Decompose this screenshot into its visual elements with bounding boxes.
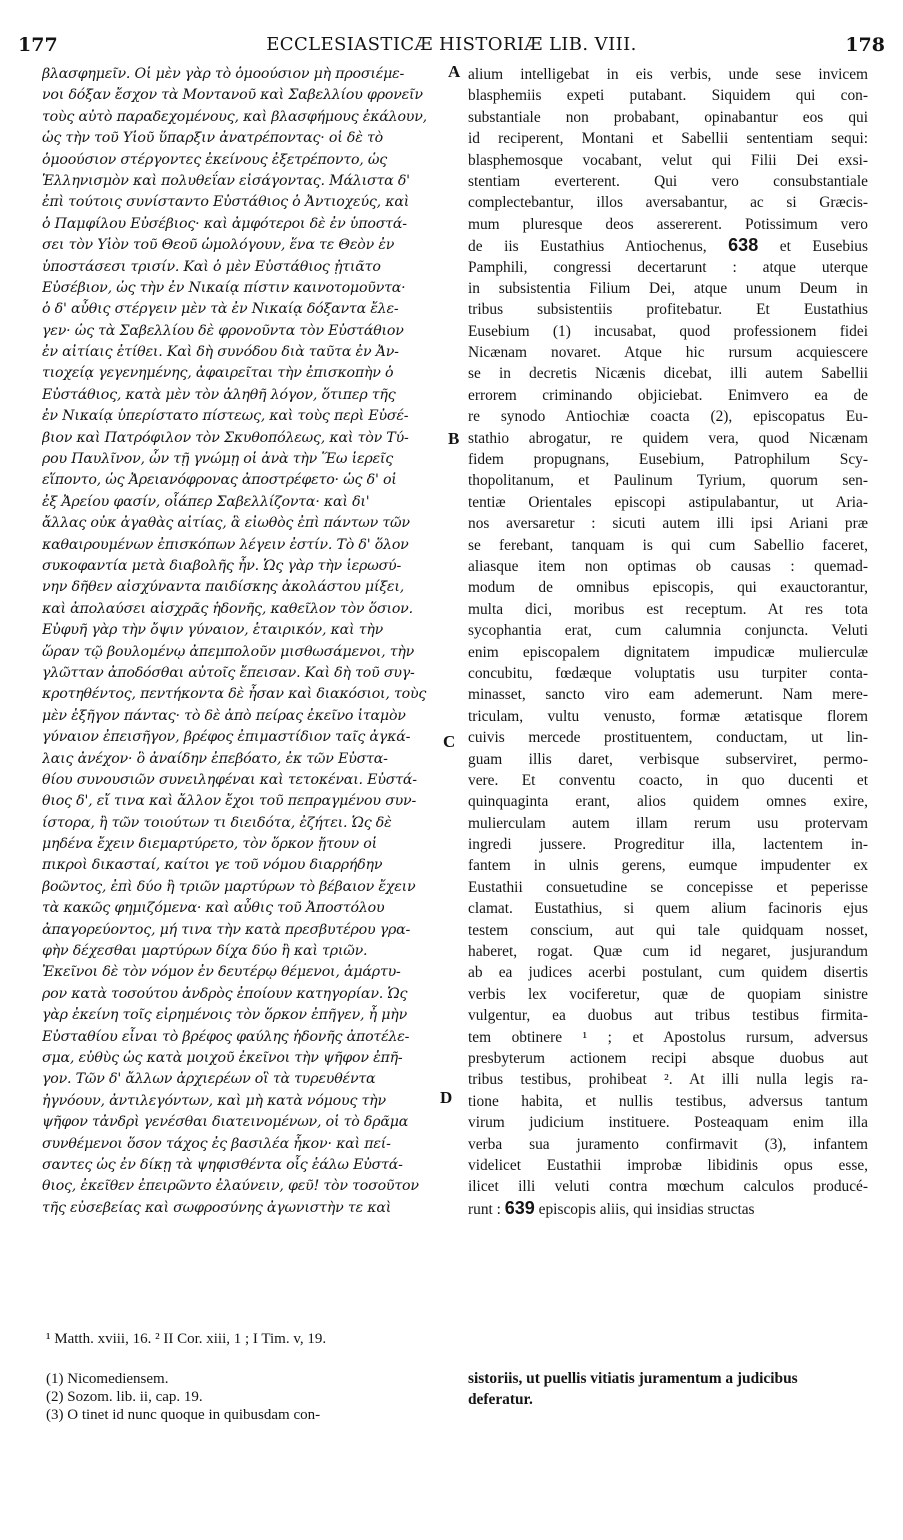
- greek-line: ὑποστάσεσι τρισίν. Καὶ ὁ μὲν Εὐστάθιος ᾐτιᾶτο: [42, 258, 381, 275]
- latin-line: tribus testibus, prohibeat ². At illi nulla legis ra-: [468, 1071, 868, 1089]
- latin-line: presbyterum actionem recipi absque duobus aut: [468, 1049, 868, 1067]
- latin-line: Nicænam novaret. Atque hic rursum acquiescere: [468, 344, 868, 362]
- greek-line: φὴν δέχεσθαι μαρτύρων δίχα δύο ἢ καὶ τριῶν.: [42, 943, 368, 960]
- greek-line: νην δῆθεν αἰσχύναντα παιδίσκης ἀκολάστου μίξει,: [42, 579, 405, 596]
- greek-line: θίου συνουσιῶν συνειληφέναι καὶ τετοκέναι. Εὐστά-: [42, 771, 417, 788]
- greek-line: ἐξ Ἀρείου φασίν, οἷάπερ Σαβελλίζοντα· καὶ δι': [42, 493, 370, 510]
- latin-continuation: [468, 1368, 868, 1411]
- note-1: (1) Nicomediensem.: [46, 1371, 169, 1387]
- latin-text-column: [468, 64, 868, 1219]
- latin-line: substantiale non probabant, opinabantur eos qui: [468, 108, 868, 126]
- latin-line: triculam, vultu venusto, formæ ætatisque florem: [468, 707, 868, 725]
- greek-line: σμα, εὐθὺς ὡς κατὰ μοιχοῦ ἐκεῖνοι τὴν ψῆφον ἐπῆ-: [42, 1049, 403, 1066]
- editor-notes: [46, 1370, 320, 1424]
- greek-line: λαις ἀνέχον· ὃ ἀναίδην ἐπεβόατο, ἐκ τῶν Εὐστα-: [42, 750, 388, 767]
- latin-line: verba sua juramento confirmavit (3), infantem: [468, 1135, 868, 1153]
- latin-line: mulierculam autem illam rerum usu protervam: [468, 814, 868, 832]
- latin-line: in subsistentia Filium Dei, atque unum Deum in: [468, 279, 868, 297]
- greek-line: Εὐσταθίου εἶναι τὸ βρέφος φαύλης ἡδονῆς ἀποτέλε-: [42, 1028, 410, 1045]
- greek-line: Εὐφυῆ γὰρ τὴν ὄψιν γύναιον, ἑταιρικόν, καὶ τὴν: [42, 622, 384, 639]
- greek-line: πικροὶ δικασταί, καίτοι γε τοῦ νόμου διαρρήδην: [42, 857, 383, 874]
- greek-line: τοὺς αὐτὸ παραδεχομένους, καὶ βλασφήμους ἐκάλουν,: [42, 108, 427, 125]
- section-marker-d: D: [440, 1088, 453, 1107]
- latin-line: minasset, sancto viro eam ademerunt. Nam mere-: [468, 686, 868, 704]
- latin-line: re synodo Antiochiæ coacta (2), episcopatus Eu-: [468, 408, 868, 426]
- latin-line: Pamphili, congressi decertarunt : atque uterque: [468, 258, 868, 276]
- column-number: 639: [504, 1197, 535, 1218]
- greek-line: σει τὸν Υἱὸν τοῦ Θεοῦ ὡμολόγουν, ἕνα τε Θεὸν ἐν: [42, 237, 395, 254]
- greek-line: Εὐστάθιος, κατὰ μὲν τὸν ἀληθῆ λόγον, ὅτιπερ τῆς: [42, 386, 396, 403]
- greek-line: σαντες ὡς ἐν δίκῃ τὰ ψηφισθέντα οἷς ἑάλω Εὐστά-: [42, 1156, 403, 1173]
- latin-line: multa dici, moribus est receptum. At res tota: [468, 600, 868, 618]
- running-title: ECCLESIASTICÆ HISTORIÆ LIB. VIII.: [266, 34, 637, 55]
- section-marker-a: A: [448, 62, 461, 81]
- latin-line: aliasque item non optimas ob causas : quemad-: [468, 557, 868, 575]
- latin-line: se ferebant, tanquam is qui cum Sabellio faceret,: [468, 536, 868, 554]
- latin-line: verbis lex vociferetur, quæ de quopiam sinistre: [468, 985, 868, 1003]
- latin-line: Eusebium (1) incusabat, quod professionem fidei: [468, 322, 868, 340]
- latin-line: sycophantia erat, cum calumnia conjuncta. Veluti: [468, 622, 868, 640]
- latin-line: vere. Et conventu coacto, in quo ducenti et: [468, 771, 868, 789]
- greek-line: γὰρ ἐκείνη τοῖς εἰρημένοις τὸν ὅρκον ἐπῆγεν, ἦ μὴν: [42, 1007, 407, 1024]
- greek-line: τὰ κακῶς φημιζόμενα· καὶ αὖθις τοῦ Ἀποστόλου: [42, 900, 385, 917]
- latin-line: videlicet Eustathii improbæ libidinis opus esse,: [468, 1156, 868, 1174]
- latin-line: fantem in ulnis gerens, eumque impudenter ex: [468, 857, 868, 875]
- latin-line: thopolitanum, et Paulinum Tyrium, quorum sen-: [468, 472, 868, 490]
- greek-line: καθαιρουμένων ἐπισκόπων λέγειν ἐστίν. Τὸ δ' ὅλον: [42, 536, 409, 553]
- greek-line: γύναιον ἐπεισῆγον, βρέφος ἐπιμαστίδιον ταῖς ἀγκά-: [42, 729, 411, 746]
- latin-tail-line: deferatur.: [468, 1391, 533, 1409]
- latin-line: concubitu, fœdæque voluptatis usu turpiter conta-: [468, 664, 868, 682]
- latin-line: vulgentur, ea duobus aut tribus testibus firmita-: [468, 1007, 868, 1025]
- latin-line: ingredi jussere. Progreditur illa, lactentem in-: [468, 836, 868, 854]
- greek-line: μηδένα ἔχειν διεμαρτύρετο, τὸν ὅρκον ᾔτουν οἱ: [42, 836, 377, 853]
- greek-line: συνθέμενοι ὅσον τάχος ἐς βασιλέα ἧκον· καὶ πεί-: [42, 1135, 391, 1152]
- section-marker-c: C: [443, 732, 456, 751]
- greek-line: Ἐκεῖνοι δὲ τὸν νόμον ἐν δευτέρῳ θέμενοι, ἁμάρτυ-: [42, 964, 401, 981]
- latin-line: ab ea judices acerbi postulant, cum quidem disertis: [468, 964, 868, 982]
- section-marker-b: B: [448, 429, 460, 448]
- greek-line: ἄλλας οὐκ ἀγαθὰς αἰτίας, ἃ εἰωθὸς ἐπὶ πάντων τῶν: [42, 515, 410, 532]
- greek-line: τῆς εὐσεβείας καὶ σωφροσύνης ἀγωνιστὴν τε καὶ: [42, 1199, 392, 1216]
- greek-line: καὶ ἀπολαύσει αἰσχρᾶς ἡδονῆς, καθεῖλον τὸν ὅσιον.: [42, 600, 413, 617]
- latin-tail-line: sistoriis, ut puellis vitiatis juramentum a judicibus: [468, 1370, 798, 1387]
- latin-line: mum pluresque deos assererent. Potissimum vero: [468, 215, 868, 233]
- right-page-number: 178: [845, 34, 885, 56]
- left-page-number: 177: [18, 34, 58, 56]
- latin-line: stathio abrogatur, re quidem vera, quod Nicænam: [468, 429, 868, 447]
- latin-line: ilicet illi veluti contra mœchum calculos producé-: [468, 1178, 868, 1196]
- scripture-footnote: ¹ Matth. xviii, 16. ² II Cor. xiii, 1 ; I Tim. v, 19.: [46, 1331, 327, 1347]
- greek-line: ὥραν τῷ βουλομένῳ ἀπεμπολοῦν μισθωσάμενοι, τὴν: [42, 643, 415, 660]
- greek-line: μὲν ἐξῆγον πάντας· τὸ δὲ ἀπὸ πείρας ἐκεῖνο ἰταμὸν: [42, 707, 406, 724]
- greek-line: θιος, ἐκεῖθεν ἐπειρῶντο ἐλαύνειν, φεῦ! τὸν τοσοῦτον: [42, 1178, 419, 1195]
- latin-line: clamat. Eustathius, si quem alium facinoris ejus: [468, 900, 868, 918]
- greek-line: γλῶτταν ἀποδόσθαι αὐτοῖς ἔπεισαν. Καὶ δὴ τοῦ συγ-: [42, 664, 415, 681]
- latin-line: alium intelligebat in eis verbis, unde sese invicem: [468, 66, 868, 83]
- greek-line: βιον καὶ Πατρόφιλον τὸν Σκυθοπόλεως, καὶ τὸν Τύ-: [42, 429, 409, 446]
- note-3: (3) O tinet id nunc quoque in quibusdam con-: [46, 1407, 321, 1423]
- latin-line: errorem criminando objiciebat. Enimvero ea de: [468, 386, 868, 404]
- latin-line: haberet, rogat. Quæ cum id negaret, jusjurandum: [468, 943, 868, 961]
- latin-line: tem obtinere ¹ ; et Apostolus rursum, adversus: [468, 1028, 868, 1046]
- greek-line: ίστορα, ἢ τῶν τοιούτων τι διειδότα, ἐζήτει. Ὡς δὲ: [42, 814, 392, 831]
- greek-line: γον. Τῶν δ' ἄλλων ἀρχιερέων οἳ τὰ τυρευθέντα: [42, 1071, 376, 1088]
- latin-line: cuivis mercede prostituentem, conductam, ut lin-: [468, 729, 868, 747]
- latin-line: se in decretis Nicænis dicebat, illi autem Sabellii: [468, 365, 868, 383]
- note-2: (2) Sozom. lib. ii, cap. 19.: [46, 1389, 203, 1405]
- latin-line: blasphemosque vocabant, velut qui Filii Dei exsi-: [468, 151, 868, 169]
- greek-line: ψῆφον τἀνδρὶ γενέσθαι διατεινομένων, οἱ τὸ δρᾶμα: [42, 1114, 409, 1131]
- greek-line: συκοφαντία μετὰ διαβολῆς ἦν. Ὡς γὰρ τὴν ἱερωσύ-: [42, 557, 402, 574]
- latin-line: complectebantur, illos aversabantur, ac si Græcis-: [468, 194, 868, 212]
- latin-line: nos aversaretur : sicuti autem illi ipsi Ariani præ: [468, 515, 868, 533]
- greek-text-column: [42, 64, 446, 1219]
- latin-line: blasphemiis expeti putabant. Siquidem qui con-: [468, 87, 868, 105]
- greek-line: ἠγνόουν, ἀντιλεγόντων, καὶ μὴ κατὰ νόμους τὴν: [42, 1092, 386, 1109]
- latin-line: tione habita, et nullis testibus, adversus tantum: [468, 1092, 868, 1110]
- greek-line: ὁ δ' αὖθις στέργειν μὲν τὰ ἐν Νικαίᾳ δόξαντα ἔλε-: [42, 301, 399, 318]
- greek-line: ὁμοούσιον στέργοντες ἐκείνους ἐξετρέποντο, ὡς: [42, 151, 388, 168]
- greek-line: ἐπὶ τούτοις συνίσταντο Εὐστάθιος ὁ Ἀντιοχεύς, καὶ: [42, 194, 410, 211]
- latin-line: tribus subsistentiis profitebatur. Et Eustathius: [468, 301, 868, 319]
- greek-line: εἵποντο, ὡς Ἀρειανόφρονας ἀποστρέφετο· ὡς δ' οἱ: [42, 472, 397, 489]
- greek-line: ὁ Παμφίλου Εὐσέβιος· καὶ ἀμφότεροι δὲ ἐν ὑποστά-: [42, 215, 407, 232]
- latin-line: fidem propugnans, Eusebium, Patrophilum Scy-: [468, 451, 868, 469]
- greek-line: Εὐσέβιον, ὡς τὴν ἐν Νικαίᾳ πίστιν καινοτομοῦντα·: [42, 279, 406, 296]
- greek-line: βοῶντος, ἐπὶ δύο ἢ τριῶν μαρτύρων τὸ βέβαιον ἔχειν: [42, 878, 416, 895]
- column-number: 638: [728, 235, 759, 256]
- latin-line: de iis Eustathius Antiochenus, 638 et Eusebius: [468, 235, 868, 256]
- greek-line: νοι δόξαν ἔσχον τὰ Μοντανοῦ καὶ Σαβελλίου φρονεῖν: [42, 87, 423, 104]
- greek-line: ρον κατὰ τοσούτου ἀνδρὸς ἐποίουν κατηγορίαν. Ὡς: [42, 985, 408, 1002]
- greek-line: βλασφημεῖν. Οἱ μὲν γὰρ τὸ ὁμοούσιον μὴ προσιέμε-: [42, 66, 405, 82]
- latin-line: virum judicium instituere. Posteaquam enim illa: [468, 1114, 868, 1132]
- latin-line: Eustathii consuetudine se concepisse et peperisse: [468, 878, 868, 896]
- latin-line: modum de omnibus episcopis, qui exauctorantur,: [468, 579, 868, 597]
- latin-line: enim episcopalem dignitatem impudicæ mulierculæ: [468, 643, 868, 661]
- greek-line: κροτηθέντος, πεντήκοντα δὲ ἦσαν καὶ διακόσιοι, τοὺς: [42, 686, 427, 703]
- page-header: [18, 34, 885, 64]
- greek-line: ὡς τὴν τοῦ Υἱοῦ ὕπαρξιν ἀνατρέποντας· οἱ δὲ τὸ: [42, 130, 383, 147]
- latin-line: runt : 639 episcopis aliis, qui insidias structas: [468, 1197, 755, 1218]
- latin-line: guam illis daret, verbisque subserviret, permo-: [468, 750, 868, 768]
- greek-line: ἀπαγορεύοντος, μή τινα τὴν κατὰ πρεσβυτέρου γρα-: [42, 921, 411, 938]
- greek-line: τιοχείᾳ γεγενημένης, ἀφαιρεῖται τὴν ἐπισκοπὴν ὁ: [42, 365, 394, 382]
- greek-line: ἐν Νικαίᾳ ὑπερίστατο πίστεως, καὶ τοὺς περὶ Εὐσέ-: [42, 408, 409, 425]
- latin-line: quinquaginta erant, alios quidem omnes exire,: [468, 793, 868, 811]
- greek-line: Ἑλληνισμὸν καὶ πολυθεΐαν εἰσάγοντας. Μάλιστα δ': [42, 172, 410, 189]
- latin-line: tentiæ Orientales episcopi astipulabantur, ut Aria-: [468, 493, 868, 511]
- latin-line: stentiam everterent. Qui vero consubstantiale: [468, 172, 868, 190]
- latin-line: id reciperent, Montani et Sabellii sententiam sequi:: [468, 130, 868, 148]
- greek-line: ρου Παυλῖνον, ὧν τῇ γνώμῃ οἱ ἀνὰ τὴν Ἕω ἱερεῖς: [42, 451, 394, 468]
- greek-line: ἐν αἰτίαις ἐτίθει. Καὶ δὴ συνόδου διὰ ταῦτα ἐν Ἀν-: [42, 344, 399, 361]
- greek-line: θιος δ', εἴ τινα καὶ ἄλλον ἔχοι τοῦ πεπραγμένου συν-: [42, 793, 417, 810]
- latin-line: testem conscium, aut qui tale quidquam nosset,: [468, 921, 868, 939]
- greek-line: γεν· ὡς τὰ Σαβελλίου δὲ φρονοῦντα τὸν Εὐστάθιον: [42, 322, 404, 339]
